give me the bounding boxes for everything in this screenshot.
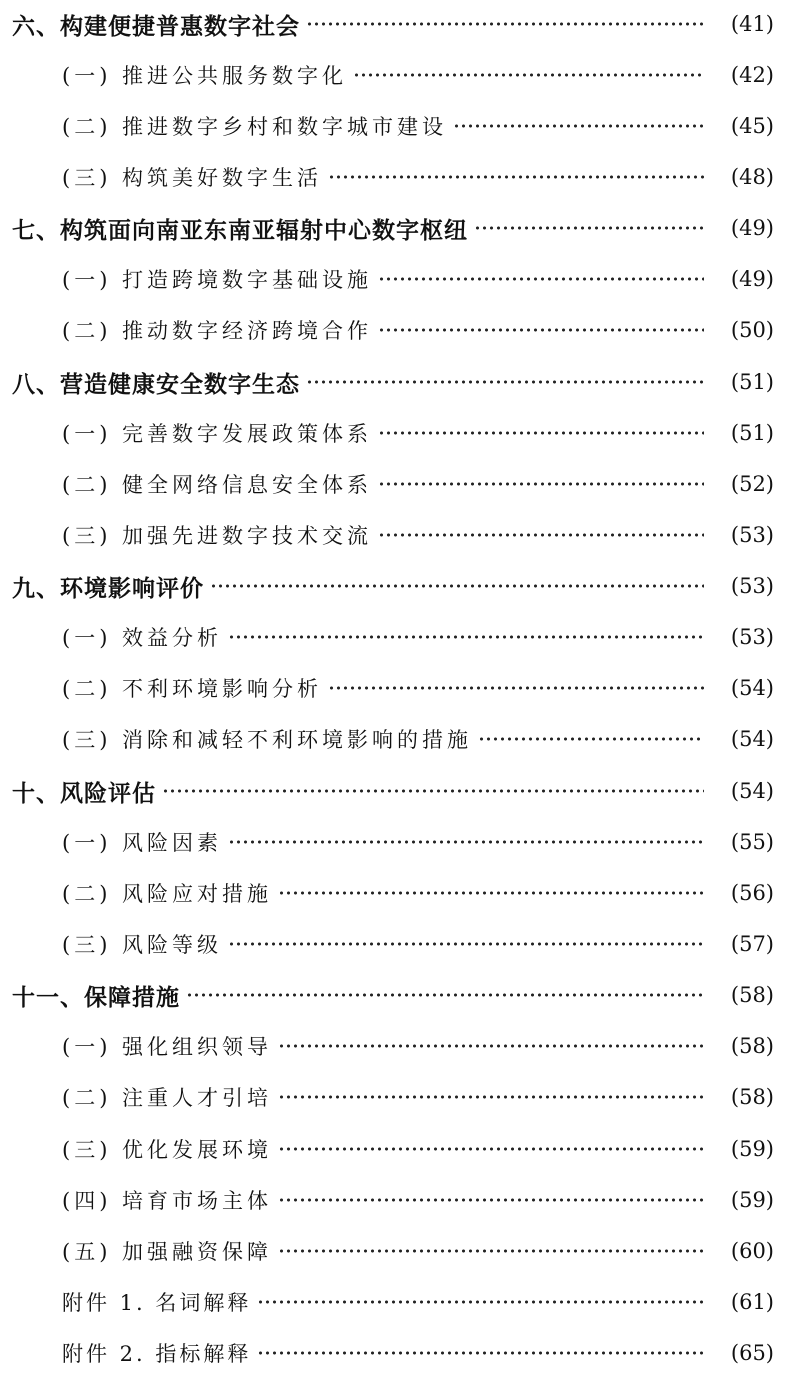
toc-entry-title: (二) 注重人才引培 — [62, 1086, 273, 1110]
dot-leader — [278, 891, 704, 895]
toc-entry-page: (53) — [730, 523, 774, 547]
toc-entry — [0, 873, 800, 913]
toc-entry — [0, 515, 800, 555]
dot-leader — [328, 686, 704, 690]
toc-entry — [0, 362, 800, 402]
dot-leader — [378, 482, 704, 486]
toc-entry-title: (四) 培育市场主体 — [62, 1189, 273, 1213]
toc-entry — [0, 822, 800, 862]
dot-leader — [453, 124, 704, 128]
toc-entry — [0, 1077, 800, 1117]
toc-entry-page: (41) — [730, 12, 774, 36]
dot-leader — [257, 1351, 704, 1355]
toc-entry-page: (54) — [730, 676, 774, 700]
toc-entry-title: (二) 推动数字经济跨境合作 — [62, 319, 373, 343]
dot-leader — [162, 789, 704, 793]
toc-entry-title: (二) 风险应对措施 — [62, 882, 273, 906]
dot-leader — [306, 380, 704, 384]
toc-entry-page: (51) — [730, 370, 774, 394]
toc-entry — [0, 259, 800, 299]
toc-entry — [0, 208, 800, 248]
toc-entry-page: (42) — [730, 63, 774, 87]
toc-entry-title: (一) 完善数字发展政策体系 — [62, 422, 373, 446]
dot-leader — [228, 840, 704, 844]
toc-entry-title: 十一、保障措施 — [12, 984, 180, 1011]
toc-entry-page: (58) — [730, 1085, 774, 1109]
toc-entry-page: (65) — [730, 1341, 774, 1365]
toc-entry-page: (61) — [730, 1290, 774, 1314]
toc-entry-title: 十、风险评估 — [12, 780, 156, 807]
dot-leader — [228, 635, 704, 639]
dot-leader — [228, 942, 704, 946]
dot-leader — [378, 328, 704, 332]
toc-entry-title: (二) 不利环境影响分析 — [62, 677, 323, 701]
toc-entry-title: (一) 强化组织领导 — [62, 1035, 273, 1059]
toc-entry-title: 八、营造健康安全数字生态 — [12, 371, 300, 398]
dot-leader — [378, 533, 704, 537]
toc-entry — [0, 924, 800, 964]
toc-entry-page: (49) — [730, 267, 774, 291]
dot-leader — [306, 22, 704, 26]
toc-entry — [0, 413, 800, 453]
toc-entry — [0, 106, 800, 146]
toc-entry — [0, 1231, 800, 1271]
toc-entry-title: 附件 2. 指标解释 — [62, 1342, 252, 1366]
toc-entry — [0, 1333, 800, 1373]
toc-entry — [0, 566, 800, 606]
toc-entry — [0, 1026, 800, 1066]
toc-entry — [0, 975, 800, 1015]
toc-entry-page: (53) — [730, 625, 774, 649]
toc-entry-title: (三) 消除和减轻不利环境影响的措施 — [62, 728, 473, 752]
toc-entry-page: (45) — [730, 114, 774, 138]
toc-entry-title: 附件 1. 名词解释 — [62, 1291, 252, 1315]
toc-entry-page: (50) — [730, 318, 774, 342]
toc-entry-title: (三) 构筑美好数字生活 — [62, 166, 323, 190]
toc-entry-page: (48) — [730, 165, 774, 189]
toc-entry-title: (二) 健全网络信息安全体系 — [62, 473, 373, 497]
toc-entry-page: (58) — [730, 983, 774, 1007]
toc-entry — [0, 1129, 800, 1169]
toc-entry — [0, 4, 800, 44]
dot-leader — [478, 737, 704, 741]
dot-leader — [474, 226, 704, 230]
toc-entry-page: (57) — [730, 932, 774, 956]
toc-entry-title: (一) 打造跨境数字基础设施 — [62, 268, 373, 292]
toc-entry — [0, 1180, 800, 1220]
toc-entry-title: (三) 风险等级 — [62, 933, 223, 957]
dot-leader — [278, 1249, 704, 1253]
toc-entry-page: (59) — [730, 1137, 774, 1161]
toc-entry — [0, 668, 800, 708]
toc-entry — [0, 310, 800, 350]
toc-entry-page: (59) — [730, 1188, 774, 1212]
toc-entry-page: (53) — [730, 574, 774, 598]
dot-leader — [257, 1300, 704, 1304]
toc-entry-page: (54) — [730, 779, 774, 803]
toc-entry-title: 六、构建便捷普惠数字社会 — [12, 13, 300, 40]
toc-entry-title: (一) 风险因素 — [62, 831, 223, 855]
dot-leader — [378, 431, 704, 435]
toc-entry — [0, 771, 800, 811]
toc-entry — [0, 617, 800, 657]
dot-leader — [278, 1147, 704, 1151]
toc-entry-title: (一) 效益分析 — [62, 626, 223, 650]
dot-leader — [186, 993, 704, 997]
toc-entry-title: (三) 加强先进数字技术交流 — [62, 524, 373, 548]
toc-entry-title: (五) 加强融资保障 — [62, 1240, 273, 1264]
toc-entry-page: (51) — [730, 421, 774, 445]
toc-entry — [0, 719, 800, 759]
toc-entry-page: (58) — [730, 1034, 774, 1058]
toc-entry-page: (54) — [730, 727, 774, 751]
toc-entry — [0, 55, 800, 95]
toc-entry-title: 九、环境影响评价 — [12, 575, 204, 602]
dot-leader — [378, 277, 704, 281]
toc-entry-page: (55) — [730, 830, 774, 854]
toc-entry — [0, 157, 800, 197]
dot-leader — [278, 1198, 704, 1202]
dot-leader — [328, 175, 704, 179]
dot-leader — [278, 1095, 704, 1099]
toc-entry-title: 七、构筑面向南亚东南亚辐射中心数字枢纽 — [12, 217, 468, 244]
toc-entry-page: (49) — [730, 216, 774, 240]
toc-entry-title: (三) 优化发展环境 — [62, 1138, 273, 1162]
toc-entry-page: (60) — [730, 1239, 774, 1263]
toc-entry-title: (二) 推进数字乡村和数字城市建设 — [62, 115, 448, 139]
dot-leader — [210, 584, 704, 588]
toc-entry-page: (52) — [730, 472, 774, 496]
toc-entry — [0, 1282, 800, 1322]
toc-entry-page: (56) — [730, 881, 774, 905]
dot-leader — [353, 73, 704, 77]
dot-leader — [278, 1044, 704, 1048]
toc-entry-title: (一) 推进公共服务数字化 — [62, 64, 348, 88]
toc-entry — [0, 464, 800, 504]
